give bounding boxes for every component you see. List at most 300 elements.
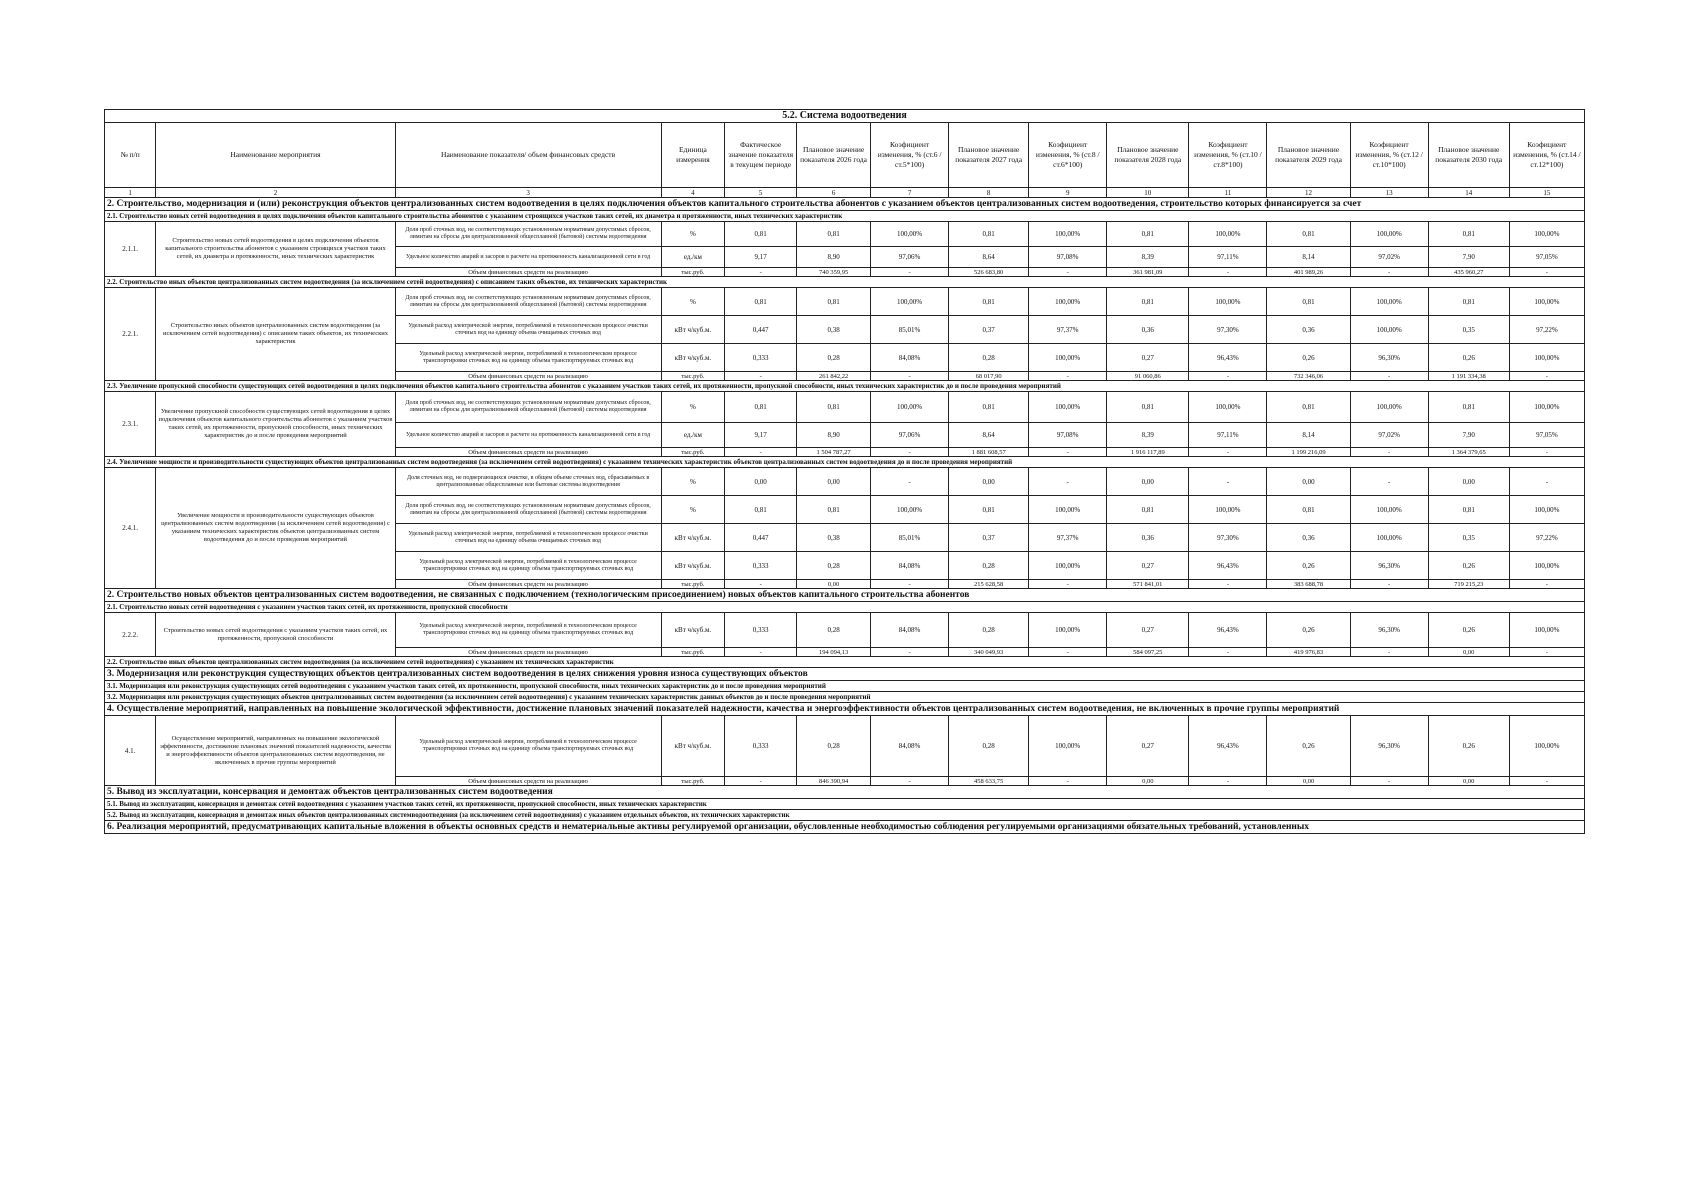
header-cell: Плановое значение показателя 2030 года (1428, 123, 1509, 188)
value-cell: 100,00% (1509, 392, 1584, 423)
value-cell: 0,38 (797, 316, 871, 344)
indicator-name: Объем финансовых средств на реализацию (395, 648, 661, 657)
value-cell: 1 191 334,38 (1428, 372, 1509, 381)
indicator-row (105, 222, 1585, 247)
value-cell: 1 199 216,09 (1267, 448, 1350, 457)
value-cell: 100,00% (871, 392, 949, 423)
unit-cell: % (661, 288, 725, 316)
value-cell: 0,27 (1107, 344, 1189, 372)
value-cell: 100,00% (871, 288, 949, 316)
value-cell: 0,00 (1267, 777, 1350, 786)
measure-name: Строительство иных объектов централизованных систем водоотведения (за исключением сетей водоотведения) с описанием таких объектов, их технических характеристик (156, 288, 395, 381)
value-cell: 84,08% (871, 344, 949, 372)
value-cell: 97,11% (1189, 247, 1267, 268)
value-cell: 0,81 (1267, 222, 1350, 247)
value-cell: 96,43% (1189, 613, 1267, 648)
header-cell: Коэфициент изменения, % (ст.10 /ст.8*100) (1189, 123, 1267, 188)
value-cell: 419 976,83 (1267, 648, 1350, 657)
value-cell: 8,90 (797, 247, 871, 268)
value-cell: 0,00 (797, 468, 871, 496)
column-number: 1 (105, 188, 156, 198)
value-cell: 0,00 (1428, 777, 1509, 786)
value-cell: 0,81 (1107, 496, 1189, 524)
value-cell: 571 841,01 (1107, 580, 1189, 589)
column-number: 13 (1350, 188, 1428, 198)
value-cell: 8,39 (1107, 423, 1189, 448)
value-cell: - (1350, 777, 1428, 786)
section-row (105, 211, 1585, 222)
section-title: 5. Вывод из эксплуатации, консервация и демонтаж объектов централизованных систем водоотведения (105, 786, 1585, 799)
value-cell: 100,00% (1189, 392, 1267, 423)
value-cell: - (725, 372, 797, 381)
water-disposal-table (104, 109, 1585, 834)
measure-number: 2.2.1. (105, 288, 156, 381)
value-cell: - (871, 648, 949, 657)
value-cell: 0,81 (797, 222, 871, 247)
value-cell: 97,30% (1189, 524, 1267, 552)
value-cell: 8,14 (1267, 423, 1350, 448)
section-row (105, 668, 1585, 681)
column-number: 6 (797, 188, 871, 198)
value-cell: 0,26 (1428, 613, 1509, 648)
value-cell: - (1509, 448, 1584, 457)
indicator-name: Объем финансовых средств на реализацию (395, 268, 661, 277)
measure-name: Строительство новых сетей водоотведения с указанием участков таких сетей, их протяженности, пропускной способности (156, 613, 395, 657)
value-cell: 0,81 (725, 392, 797, 423)
value-cell: - (1509, 468, 1584, 496)
value-cell: 97,05% (1509, 247, 1584, 268)
value-cell: 85,01% (871, 524, 949, 552)
value-cell: 100,00% (871, 496, 949, 524)
section-title: 2. Строительство, модернизация и (или) реконструкция объектов централизованных систем водоотведения в целях подключения объектов капитального строительства абонентов с указанием объектов централизованных систем водоотведения, строительство которых финансируется за счет (105, 198, 1585, 211)
value-cell: 100,00% (1350, 222, 1428, 247)
value-cell: 740 359,95 (797, 268, 871, 277)
value-cell: 0,26 (1267, 344, 1350, 372)
value-cell: - (1350, 372, 1428, 381)
section-row (105, 457, 1585, 468)
value-cell: 0,27 (1107, 552, 1189, 580)
measure-number: 2.3.1. (105, 392, 156, 457)
measure-number: 4.1. (105, 716, 156, 786)
value-cell: - (1509, 580, 1584, 589)
value-cell: - (1350, 448, 1428, 457)
value-cell: 0,28 (797, 344, 871, 372)
value-cell: 0,333 (725, 552, 797, 580)
value-cell: 0,28 (949, 344, 1029, 372)
value-cell: 719 215,23 (1428, 580, 1509, 589)
value-cell: 0,37 (949, 524, 1029, 552)
value-cell: 97,06% (871, 247, 949, 268)
indicator-name: Удельное количество аварий и засоров в расчете на протяженность канализационной сети в год (395, 247, 661, 268)
value-cell: 0,81 (797, 392, 871, 423)
column-number: 14 (1428, 188, 1509, 198)
column-number: 7 (871, 188, 949, 198)
value-cell: 9,17 (725, 423, 797, 448)
indicator-name: Удельное количество аварий и засоров в расчете на протяженность канализационной сети в год (395, 423, 661, 448)
measure-number: 2.4.1. (105, 468, 156, 589)
value-cell: - (871, 448, 949, 457)
value-cell: 435 960,27 (1428, 268, 1509, 277)
value-cell: 100,00% (1509, 552, 1584, 580)
section-title: 4. Осуществление мероприятий, направленных на повышение экологической эффективности, достижение плановых значений показателей надежности, качества и энергоэффективности объектов централизованных систем водоотведения, не включенных в прочие группы мероприятий (105, 703, 1585, 716)
value-cell: - (871, 372, 949, 381)
value-cell: 97,02% (1350, 247, 1428, 268)
value-cell: 0,81 (725, 222, 797, 247)
unit-cell: кВт ч/куб.м. (661, 613, 725, 648)
header-cell: № п/п (105, 123, 156, 188)
value-cell: 0,81 (1267, 392, 1350, 423)
section-row (105, 692, 1585, 703)
value-cell: 0,35 (1428, 316, 1509, 344)
measure-name: Строительство новых сетей водоотведения в целях подключения объектов капитального строительства абонентов с указанием строящихся участков таких сетей, их диаметра и протяженности, иных технических характеристик (156, 222, 395, 277)
value-cell: 732 346,06 (1267, 372, 1350, 381)
value-cell: 0,00 (797, 580, 871, 589)
header-cell: Фактическое значение показателя в текущем периоде (725, 123, 797, 188)
indicator-name: Доля проб сточных вод, не соответствующих установленным нормативам допустимых сбросов, лимитам на сбросы для централизованной общесплавной (бытовой) системы водоотведения (395, 222, 661, 247)
value-cell: 0,00 (1267, 468, 1350, 496)
value-cell: 100,00% (1029, 496, 1107, 524)
value-cell: 584 097,25 (1107, 648, 1189, 657)
indicator-name: Объем финансовых средств на реализацию (395, 777, 661, 786)
section-title: 5.1. Вывод из эксплуатации, консервация и демонтаж сетей водоотведения с указанием участков таких сетей, их протяженности, пропускной способности, иных технических характеристик (105, 799, 1585, 810)
column-number: 2 (156, 188, 395, 198)
value-cell: 100,00% (1189, 288, 1267, 316)
header-row (105, 123, 1585, 188)
value-cell: - (1029, 372, 1107, 381)
value-cell: 0,447 (725, 316, 797, 344)
value-cell: 100,00% (1509, 344, 1584, 372)
value-cell: 0,28 (949, 552, 1029, 580)
value-cell: 8,64 (949, 247, 1029, 268)
section-row (105, 681, 1585, 692)
value-cell: 96,30% (1350, 344, 1428, 372)
value-cell: 0,81 (949, 288, 1029, 316)
value-cell: - (1029, 268, 1107, 277)
value-cell: 97,05% (1509, 423, 1584, 448)
section-title: 2.2. Строительство иных объектов централизованных систем водоотведения (за исключением сетей водоотведения) с описанием таких объектов, их технических характеристик (105, 277, 1585, 288)
value-cell: - (1189, 580, 1267, 589)
indicator-name: Доля проб сточных вод, не соответствующих установленным нормативам допустимых сбросов, лимитам на сбросы для централизованной общесплавной (бытовой) системы водоотведения (395, 392, 661, 423)
value-cell: 0,00 (725, 468, 797, 496)
value-cell: 100,00% (1350, 392, 1428, 423)
value-cell: 100,00% (1350, 524, 1428, 552)
value-cell: 0,36 (1107, 524, 1189, 552)
value-cell: 97,37% (1029, 524, 1107, 552)
value-cell: 361 981,09 (1107, 268, 1189, 277)
value-cell: 97,22% (1509, 524, 1584, 552)
indicator-name: Удельный расход электрической энергии, потребляемой в технологическом процессе транспортировки сточных вод на единицу объема транспортируемых сточных вод (395, 613, 661, 648)
section-title: 2.4. Увеличение мощности и производительности существующих объектов централизованных систем водоотведения (за исключением сетей водоотведения) с указанием технических характеристик объектов централизованных систем водоотведения до и после проведения мероприятий (105, 457, 1585, 468)
value-cell: 96,30% (1350, 613, 1428, 648)
value-cell: 100,00% (1509, 613, 1584, 648)
value-cell: 0,28 (949, 716, 1029, 777)
value-cell: - (1509, 372, 1584, 381)
value-cell: 97,08% (1029, 423, 1107, 448)
value-cell: 526 683,80 (949, 268, 1029, 277)
value-cell: 8,14 (1267, 247, 1350, 268)
value-cell: 100,00% (1029, 552, 1107, 580)
indicator-name: Удельный расход электрической энергии, потребляемой в технологическом процессе транспортировки сточных вод на единицу объема транспортируемых сточных вод (395, 552, 661, 580)
header-cell: Плановое значение показателя 2027 года (949, 123, 1029, 188)
value-cell: 0,26 (1428, 716, 1509, 777)
value-cell: 100,00% (1509, 716, 1584, 777)
value-cell: - (725, 268, 797, 277)
value-cell: 0,00 (949, 468, 1029, 496)
value-cell: 0,447 (725, 524, 797, 552)
value-cell: 100,00% (1509, 288, 1584, 316)
value-cell: 91 060,86 (1107, 372, 1189, 381)
value-cell: 846 390,94 (797, 777, 871, 786)
value-cell: 97,11% (1189, 423, 1267, 448)
value-cell: 84,08% (871, 552, 949, 580)
unit-cell: % (661, 392, 725, 423)
value-cell: 0,35 (1428, 524, 1509, 552)
value-cell: - (1189, 372, 1267, 381)
value-cell: 458 633,75 (949, 777, 1029, 786)
section-row (105, 277, 1585, 288)
value-cell: - (1509, 777, 1584, 786)
value-cell: 84,08% (871, 613, 949, 648)
unit-cell: тыс.руб. (661, 648, 725, 657)
value-cell: 0,26 (1428, 344, 1509, 372)
section-title: 3.1. Модернизация или реконструкция существующих сетей водоотведения с указанием участков таких сетей, их протяженности, пропускной способности, иных технических характеристик до и после проведения мероприятий (105, 681, 1585, 692)
unit-cell: ед./км (661, 423, 725, 448)
value-cell: 7,90 (1428, 423, 1509, 448)
indicator-name: Объем финансовых средств на реализацию (395, 372, 661, 381)
section-title: 6. Реализация мероприятий, предусматривающих капитальные вложения в объекты основных средств и нематериальные активы регулируемой организации, обусловленные необходимостью соблюдения регулируемыми организациями обязательных требований, установленных (105, 821, 1585, 834)
value-cell: 8,39 (1107, 247, 1189, 268)
header-cell: Наименование мероприятия (156, 123, 395, 188)
value-cell: 0,26 (1267, 716, 1350, 777)
header-cell: Коэфициент изменения, % (ст.6 /ст.5*100) (871, 123, 949, 188)
value-cell: 0,28 (797, 716, 871, 777)
value-cell: 100,00% (1350, 496, 1428, 524)
header-cell: Плановое значение показателя 2028 года (1107, 123, 1189, 188)
value-cell: 0,81 (949, 392, 1029, 423)
value-cell: 0,26 (1267, 613, 1350, 648)
section-row (105, 821, 1585, 834)
value-cell: 84,08% (871, 716, 949, 777)
value-cell: 0,81 (1107, 392, 1189, 423)
unit-cell: кВт ч/куб.м. (661, 552, 725, 580)
unit-cell: кВт ч/куб.м. (661, 344, 725, 372)
measure-name: Увеличение пропускной способности существующих сетей водоотведения в целях подключения объектов капитального строительства абонентов с указанием участков таких сетей, их протяженности, пропускной способности, иных технических характеристик до и после проведения мероприятий (156, 392, 395, 457)
value-cell: 215 628,58 (949, 580, 1029, 589)
indicator-name: Доля сточных вод, не подвергающихся очистке, в общем объеме сточных вод, сбрасываемых в централизованные общесплавные или бытовые системы водоотведения (395, 468, 661, 496)
value-cell: - (1350, 580, 1428, 589)
value-cell: 100,00% (1029, 613, 1107, 648)
section-row (105, 381, 1585, 392)
value-cell: 7,90 (1428, 247, 1509, 268)
value-cell: 100,00% (1029, 392, 1107, 423)
value-cell: 194 094,13 (797, 648, 871, 657)
value-cell: 0,333 (725, 716, 797, 777)
value-cell: 96,43% (1189, 552, 1267, 580)
section-row (105, 703, 1585, 716)
section-row (105, 589, 1585, 602)
value-cell: 0,38 (797, 524, 871, 552)
value-cell: 100,00% (1189, 222, 1267, 247)
indicator-name: Удельный расход электрической энергии, потребляемой в технологическом процессе очистки сточных вод на единицу объема очищаемых сточных вод (395, 524, 661, 552)
value-cell: 383 688,78 (1267, 580, 1350, 589)
column-number: 12 (1267, 188, 1350, 198)
value-cell: 0,81 (725, 288, 797, 316)
value-cell: - (1029, 468, 1107, 496)
value-cell: - (1189, 268, 1267, 277)
value-cell: - (725, 777, 797, 786)
value-cell: 0,81 (797, 288, 871, 316)
measure-number: 2.2.2. (105, 613, 156, 657)
value-cell: 0,81 (1107, 222, 1189, 247)
column-number: 8 (949, 188, 1029, 198)
value-cell: 0,00 (1107, 468, 1189, 496)
unit-cell: тыс.руб. (661, 777, 725, 786)
value-cell: - (1029, 580, 1107, 589)
value-cell: 0,333 (725, 613, 797, 648)
section-title: 2.2. Строительство иных объектов централизованных систем водоотведения (за исключением сетей водоотведения) с указанием их технических характеристик (105, 657, 1585, 668)
value-cell: 0,28 (797, 552, 871, 580)
value-cell: 0,81 (1267, 288, 1350, 316)
column-number: 9 (1029, 188, 1107, 198)
value-cell: - (1350, 468, 1428, 496)
unit-cell: тыс.руб. (661, 372, 725, 381)
measure-number: 2.1.1. (105, 222, 156, 277)
header-cell: Наименование показателя/ объем финансовых средств (395, 123, 661, 188)
value-cell: 85,01% (871, 316, 949, 344)
value-cell: - (725, 580, 797, 589)
indicator-name: Удельный расход электрической энергии, потребляемой в технологическом процессе транспортировки сточных вод на единицу объема транспортируемых сточных вод (395, 344, 661, 372)
value-cell: 96,43% (1189, 344, 1267, 372)
value-cell: 97,08% (1029, 247, 1107, 268)
value-cell: 0,81 (949, 222, 1029, 247)
section-row (105, 799, 1585, 810)
value-cell: - (871, 580, 949, 589)
value-cell: 0,26 (1428, 552, 1509, 580)
value-cell: 0,81 (1428, 288, 1509, 316)
indicator-row (105, 288, 1585, 316)
section-row (105, 198, 1585, 211)
value-cell: 100,00% (1029, 716, 1107, 777)
value-cell: - (1189, 468, 1267, 496)
value-cell: - (725, 648, 797, 657)
value-cell: 0,81 (1428, 496, 1509, 524)
value-cell: - (1029, 777, 1107, 786)
value-cell: 0,26 (1267, 552, 1350, 580)
column-number: 5 (725, 188, 797, 198)
value-cell: 0,28 (949, 613, 1029, 648)
indicator-name: Удельный расход электрической энергии, потребляемой в технологическом процессе очистки сточных вод на единицу объема очищаемых сточных вод (395, 316, 661, 344)
value-cell: 0,81 (1267, 496, 1350, 524)
value-cell: 100,00% (1509, 496, 1584, 524)
table-title: 5.2. Система водоотведения (105, 110, 1585, 123)
unit-cell: тыс.руб. (661, 580, 725, 589)
section-title: 5.2. Вывод из эксплуатации, консервация и демонтаж иных объектов централизованных системводоотведения (за исключением сетей водоотведения) с указанием отдельных объектов, их технических характеристик (105, 810, 1585, 821)
column-number: 3 (395, 188, 661, 198)
indicator-name: Доля проб сточных вод, не соответствующих установленным нормативам допустимых сбросов, лимитам на сбросы для централизованной общесплавной (бытовой) системы водоотведения (395, 288, 661, 316)
value-cell: - (1189, 448, 1267, 457)
value-cell: 1 916 117,89 (1107, 448, 1189, 457)
value-cell: 100,00% (1350, 316, 1428, 344)
value-cell: 0,81 (797, 496, 871, 524)
unit-cell: тыс.руб. (661, 268, 725, 277)
unit-cell: кВт ч/куб.м. (661, 316, 725, 344)
value-cell: 96,30% (1350, 716, 1428, 777)
unit-cell: % (661, 468, 725, 496)
column-numbers-row (105, 188, 1585, 198)
value-cell: - (871, 268, 949, 277)
value-cell: 401 989,26 (1267, 268, 1350, 277)
indicator-row (105, 716, 1585, 777)
measure-name: Увеличение мощности и производительности существующих объектов централизованных систем водоотведения (за исключением сетей водоотведения) с указанием технических характеристик объектов централизованных систем водоотведения до и после проведения мероприятий (156, 468, 395, 589)
value-cell: 8,64 (949, 423, 1029, 448)
value-cell: - (871, 468, 949, 496)
value-cell: 0,27 (1107, 613, 1189, 648)
value-cell: 97,22% (1509, 316, 1584, 344)
section-title: 2.3. Увеличение пропускной способности существующих сетей водоотведения в целях подключения объектов капитального строительства абонентов с указанием участков таких сетей, их протяженности, пропускной способности, иных технических характеристик до и после проведения мероприятий (105, 381, 1585, 392)
value-cell: 0,00 (1428, 468, 1509, 496)
value-cell: 100,00% (1029, 222, 1107, 247)
value-cell: 97,06% (871, 423, 949, 448)
value-cell: 100,00% (871, 222, 949, 247)
section-row (105, 810, 1585, 821)
value-cell: 0,81 (1428, 392, 1509, 423)
indicator-row (105, 613, 1585, 648)
value-cell: 0,00 (1107, 777, 1189, 786)
value-cell: 261 842,22 (797, 372, 871, 381)
column-number: 11 (1189, 188, 1267, 198)
header-cell: Плановое значение показателя 2026 года (797, 123, 871, 188)
section-row (105, 657, 1585, 668)
indicator-name: Доля проб сточных вод, не соответствующих установленным нормативам допустимых сбросов, лимитам на сбросы для централизованной общесплавной (бытовой) системы водоотведения (395, 496, 661, 524)
section-row (105, 786, 1585, 799)
column-number: 15 (1509, 188, 1584, 198)
section-title: 2. Строительство новых объектов централизованных систем водоотведения, не связанных с подключением (технологическим присоединением) новых объектов капитального строительства абонентов (105, 589, 1585, 602)
column-number: 4 (661, 188, 725, 198)
unit-cell: ед./км (661, 247, 725, 268)
value-cell: 0,81 (1107, 288, 1189, 316)
section-title: 2.1. Строительство новых сетей водоотведения с указанием участков таких сетей, их протяженности, пропускной способности (105, 602, 1585, 613)
section-title: 2.1. Строительство новых сетей водоотведения в целях подключения объектов капитального строительства абонентов с указанием строящихся участков таких сетей, их диаметра и протяженности, иных технических характеристик (105, 211, 1585, 222)
value-cell: 97,30% (1189, 316, 1267, 344)
value-cell: 0,333 (725, 344, 797, 372)
value-cell: 340 049,93 (949, 648, 1029, 657)
section-row (105, 602, 1585, 613)
value-cell: 96,43% (1189, 716, 1267, 777)
header-cell: Единица измерения (661, 123, 725, 188)
indicator-name: Объем финансовых средств на реализацию (395, 580, 661, 589)
value-cell: 0,28 (797, 613, 871, 648)
unit-cell: кВт ч/куб.м. (661, 524, 725, 552)
value-cell: - (1509, 648, 1584, 657)
value-cell: 0,81 (725, 496, 797, 524)
value-cell: 1 881 608,57 (949, 448, 1029, 457)
value-cell: - (1029, 448, 1107, 457)
table-body (105, 110, 1585, 834)
value-cell: 8,90 (797, 423, 871, 448)
value-cell: 97,37% (1029, 316, 1107, 344)
value-cell: 97,02% (1350, 423, 1428, 448)
value-cell: 0,36 (1267, 524, 1350, 552)
measure-name: Осуществление мероприятий, направленных на повышение экологической эффективности, достижение плановых значений показателей надежности, качества и энергоэффективности объектов централизованных систем водоотведения, не включенных в прочие группы мероприятий (156, 716, 395, 786)
section-title: 3.2. Модернизация или реконструкция существующих объектов централизованных систем водоотведения (за исключением сетей водоотведения) с указанием технических характеристик данных объектов до и после проведения мероприятий (105, 692, 1585, 703)
value-cell: 0,81 (1428, 222, 1509, 247)
indicator-row (105, 392, 1585, 423)
value-cell: 100,00% (1029, 288, 1107, 316)
value-cell: 0,27 (1107, 716, 1189, 777)
value-cell: 100,00% (1189, 496, 1267, 524)
value-cell: - (1189, 648, 1267, 657)
value-cell: 0,00 (1428, 648, 1509, 657)
